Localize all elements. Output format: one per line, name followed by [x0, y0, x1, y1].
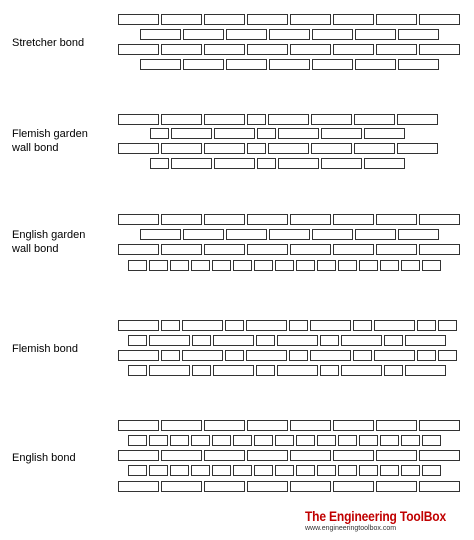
flemish-bond-stretcher-brick [247, 321, 287, 331]
stretcher-bond-stretcher-brick [205, 15, 245, 25]
flemish-garden-wall-stretcher-brick [279, 159, 319, 169]
flemish-garden-wall-stretcher-brick [119, 144, 159, 154]
stretcher-bond-stretcher-brick [270, 30, 310, 40]
flemish-bond-header-brick [290, 351, 308, 361]
flemish-bond-stretcher-brick [247, 351, 287, 361]
english-bond-stretcher-brick [248, 451, 288, 461]
stretcher-bond-stretcher-brick [291, 15, 331, 25]
english-garden-wall-header-brick [339, 261, 357, 271]
stretcher-bond-stretcher-brick [162, 15, 202, 25]
english-bond-header-brick [150, 466, 168, 476]
flemish-garden-wall-header-brick [248, 115, 266, 125]
bond-label-flemish: Flemish bond [12, 343, 79, 355]
flemish-garden-wall-stretcher-brick [172, 159, 212, 169]
english-bond-header-brick [339, 436, 357, 446]
english-garden-wall-header-brick [360, 261, 378, 271]
flemish-bond-stretcher-brick [375, 351, 415, 361]
english-garden-wall-stretcher-brick [248, 215, 288, 225]
english-garden-wall-header-brick [234, 261, 252, 271]
english-garden-wall-stretcher-brick [270, 230, 310, 240]
flemish-bond-header-brick [385, 336, 403, 346]
english-garden-wall-stretcher-brick [205, 215, 245, 225]
flemish-bond-stretcher-brick [150, 366, 190, 376]
english-bond-stretcher-brick [119, 451, 159, 461]
stretcher-bond-stretcher-brick [248, 45, 288, 55]
english-bond-header-brick [192, 436, 210, 446]
english-garden-wall-header-brick [318, 261, 336, 271]
flemish-bond-header-brick [418, 351, 436, 361]
stretcher-bond-stretcher-brick [313, 60, 353, 70]
english-bond-header-brick [234, 466, 252, 476]
english-bond-header-brick [213, 466, 231, 476]
bond-label-english: English bond [12, 452, 76, 464]
english-bond-header-brick [234, 436, 252, 446]
english-garden-wall-stretcher-brick [184, 230, 224, 240]
flemish-bond-stretcher-brick [183, 321, 223, 331]
english-bond-header-brick [129, 466, 147, 476]
flemish-garden-wall-stretcher-brick [205, 115, 245, 125]
flemish-garden-wall-stretcher-brick [355, 144, 395, 154]
brand-url: www.engineeringtoolbox.com [305, 525, 397, 532]
english-garden-wall-header-brick [423, 261, 441, 271]
english-bond-stretcher-brick [205, 421, 245, 431]
flemish-bond-stretcher-brick [150, 336, 190, 346]
flemish-garden-wall-header-brick [151, 159, 169, 169]
english-bond-stretcher-brick [291, 482, 331, 492]
flemish-bond-header-brick [321, 336, 339, 346]
flemish-garden-wall-stretcher-brick [269, 115, 309, 125]
english-bond-stretcher-brick [420, 482, 460, 492]
flemish-bond-header-brick [354, 321, 372, 331]
english-bond-stretcher-brick [377, 482, 417, 492]
stretcher-bond-stretcher-brick [291, 45, 331, 55]
flemish-bond-stretcher-brick [311, 321, 351, 331]
flemish-bond-stretcher-brick [342, 366, 382, 376]
english-garden-wall-stretcher-brick [119, 245, 159, 255]
flemish-garden-wall-stretcher-brick [119, 115, 159, 125]
flemish-bond-header-brick [226, 321, 244, 331]
stretcher-bond-stretcher-brick [420, 45, 460, 55]
english-garden-wall-stretcher-brick [119, 215, 159, 225]
flemish-bond-header-brick [290, 321, 308, 331]
english-garden-wall-header-brick [150, 261, 168, 271]
flemish-bond-stretcher-brick [311, 351, 351, 361]
stretcher-bond-stretcher-brick [184, 60, 224, 70]
bond-label-flemish-garden-wall: Flemish garden wall bond [12, 128, 88, 154]
flemish-garden-wall-header-brick [151, 129, 169, 139]
flemish-garden-wall-stretcher-brick [215, 159, 255, 169]
stretcher-bond-stretcher-brick [162, 45, 202, 55]
english-garden-wall-stretcher-brick [377, 215, 417, 225]
flemish-garden-wall-stretcher-brick [398, 115, 438, 125]
english-garden-wall-stretcher-brick [248, 245, 288, 255]
english-garden-wall-header-brick [171, 261, 189, 271]
flemish-bond-stretcher-brick [183, 351, 223, 361]
english-bond-stretcher-brick [162, 451, 202, 461]
english-bond-header-brick [276, 466, 294, 476]
english-bond-header-brick [192, 466, 210, 476]
flemish-bond-header-brick [162, 351, 180, 361]
english-garden-wall-stretcher-brick [334, 215, 374, 225]
flemish-bond-header-brick [129, 366, 147, 376]
english-bond-stretcher-brick [377, 421, 417, 431]
flemish-bond-header-brick [226, 351, 244, 361]
english-garden-wall-stretcher-brick [313, 230, 353, 240]
english-bond-header-brick [255, 466, 273, 476]
english-garden-wall-stretcher-brick [141, 230, 181, 240]
english-bond-header-brick [213, 436, 231, 446]
stretcher-bond-stretcher-brick [313, 30, 353, 40]
flemish-garden-wall-stretcher-brick [162, 144, 202, 154]
english-bond-stretcher-brick [119, 482, 159, 492]
stretcher-bond-stretcher-brick [227, 60, 267, 70]
flemish-bond-stretcher-brick [342, 336, 382, 346]
english-bond-header-brick [402, 466, 420, 476]
flemish-bond-header-brick [439, 321, 457, 331]
english-bond-header-brick [381, 466, 399, 476]
stretcher-bond-stretcher-brick [119, 15, 159, 25]
flemish-bond-header-brick [385, 366, 403, 376]
flemish-bond-header-brick [439, 351, 457, 361]
english-bond-header-brick [360, 466, 378, 476]
english-bond-header-brick [381, 436, 399, 446]
flemish-bond-stretcher-brick [278, 366, 318, 376]
flemish-garden-wall-header-brick [258, 129, 276, 139]
english-bond-stretcher-brick [291, 451, 331, 461]
brand-title: The Engineering ToolBox [305, 508, 446, 524]
english-garden-wall-stretcher-brick [291, 245, 331, 255]
flemish-bond-stretcher-brick [406, 366, 446, 376]
stretcher-bond-stretcher-brick [420, 15, 460, 25]
english-garden-wall-header-brick [192, 261, 210, 271]
brand-logo [305, 508, 465, 532]
flemish-bond-stretcher-brick [119, 351, 159, 361]
flemish-garden-wall-stretcher-brick [269, 144, 309, 154]
stretcher-bond-stretcher-brick [119, 45, 159, 55]
flemish-garden-wall-stretcher-brick [162, 115, 202, 125]
flemish-garden-wall-stretcher-brick [322, 129, 362, 139]
english-bond-stretcher-brick [291, 421, 331, 431]
flemish-bond-header-brick [162, 321, 180, 331]
english-bond-header-brick [360, 436, 378, 446]
flemish-garden-wall-stretcher-brick [398, 144, 438, 154]
english-garden-wall-header-brick [213, 261, 231, 271]
flemish-bond-header-brick [257, 366, 275, 376]
english-garden-wall-header-brick [129, 261, 147, 271]
english-bond-header-brick [318, 436, 336, 446]
flemish-bond-stretcher-brick [214, 366, 254, 376]
stretcher-bond-stretcher-brick [399, 30, 439, 40]
flemish-bond-header-brick [129, 336, 147, 346]
flemish-garden-wall-stretcher-brick [365, 159, 405, 169]
english-garden-wall-header-brick [297, 261, 315, 271]
stretcher-bond-stretcher-brick [356, 30, 396, 40]
english-bond-stretcher-brick [248, 421, 288, 431]
flemish-bond-header-brick [418, 321, 436, 331]
english-bond-header-brick [339, 466, 357, 476]
flemish-bond-stretcher-brick [406, 336, 446, 346]
english-bond-stretcher-brick [162, 482, 202, 492]
stretcher-bond-stretcher-brick [141, 60, 181, 70]
english-bond-header-brick [150, 436, 168, 446]
english-garden-wall-stretcher-brick [162, 245, 202, 255]
flemish-garden-wall-stretcher-brick [279, 129, 319, 139]
english-garden-wall-stretcher-brick [399, 230, 439, 240]
stretcher-bond-stretcher-brick [334, 15, 374, 25]
english-garden-wall-header-brick [276, 261, 294, 271]
english-garden-wall-stretcher-brick [356, 230, 396, 240]
english-garden-wall-header-brick [402, 261, 420, 271]
flemish-garden-wall-header-brick [248, 144, 266, 154]
flemish-garden-wall-stretcher-brick [172, 129, 212, 139]
english-bond-header-brick [423, 466, 441, 476]
english-bond-stretcher-brick [334, 482, 374, 492]
flemish-garden-wall-stretcher-brick [312, 144, 352, 154]
english-bond-header-brick [255, 436, 273, 446]
english-garden-wall-stretcher-brick [162, 215, 202, 225]
english-bond-header-brick [423, 436, 441, 446]
stretcher-bond-stretcher-brick [184, 30, 224, 40]
english-bond-stretcher-brick [248, 482, 288, 492]
english-bond-stretcher-brick [420, 421, 460, 431]
stretcher-bond-stretcher-brick [356, 60, 396, 70]
english-garden-wall-stretcher-brick [377, 245, 417, 255]
stretcher-bond-stretcher-brick [205, 45, 245, 55]
stretcher-bond-stretcher-brick [377, 15, 417, 25]
english-bond-header-brick [129, 436, 147, 446]
flemish-bond-header-brick [354, 351, 372, 361]
flemish-garden-wall-stretcher-brick [215, 129, 255, 139]
flemish-bond-header-brick [257, 336, 275, 346]
flemish-bond-header-brick [193, 366, 211, 376]
english-bond-header-brick [318, 466, 336, 476]
flemish-bond-stretcher-brick [278, 336, 318, 346]
english-garden-wall-header-brick [381, 261, 399, 271]
english-bond-header-brick [276, 436, 294, 446]
english-bond-header-brick [171, 466, 189, 476]
flemish-garden-wall-stretcher-brick [322, 159, 362, 169]
english-bond-stretcher-brick [205, 482, 245, 492]
english-garden-wall-stretcher-brick [334, 245, 374, 255]
english-garden-wall-stretcher-brick [420, 245, 460, 255]
stretcher-bond-stretcher-brick [399, 60, 439, 70]
english-bond-header-brick [171, 436, 189, 446]
english-bond-stretcher-brick [334, 421, 374, 431]
english-garden-wall-stretcher-brick [420, 215, 460, 225]
bond-label-stretcher: Stretcher bond [12, 37, 85, 49]
flemish-bond-stretcher-brick [119, 321, 159, 331]
stretcher-bond-stretcher-brick [227, 30, 267, 40]
flemish-garden-wall-stretcher-brick [205, 144, 245, 154]
english-bond-stretcher-brick [205, 451, 245, 461]
english-bond-header-brick [297, 436, 315, 446]
english-bond-header-brick [297, 466, 315, 476]
flemish-garden-wall-stretcher-brick [312, 115, 352, 125]
english-garden-wall-header-brick [255, 261, 273, 271]
english-bond-stretcher-brick [119, 421, 159, 431]
flemish-bond-header-brick [321, 366, 339, 376]
english-bond-stretcher-brick [334, 451, 374, 461]
stretcher-bond-stretcher-brick [270, 60, 310, 70]
english-bond-stretcher-brick [162, 421, 202, 431]
flemish-bond-stretcher-brick [214, 336, 254, 346]
flemish-garden-wall-stretcher-brick [365, 129, 405, 139]
flemish-bond-header-brick [193, 336, 211, 346]
english-garden-wall-stretcher-brick [227, 230, 267, 240]
english-garden-wall-stretcher-brick [291, 215, 331, 225]
english-bond-stretcher-brick [420, 451, 460, 461]
bond-label-english-garden-wall: English garden wall bond [12, 229, 86, 255]
stretcher-bond-stretcher-brick [334, 45, 374, 55]
stretcher-bond-stretcher-brick [141, 30, 181, 40]
flemish-garden-wall-stretcher-brick [355, 115, 395, 125]
english-bond-stretcher-brick [377, 451, 417, 461]
english-bond-header-brick [402, 436, 420, 446]
flemish-garden-wall-header-brick [258, 159, 276, 169]
stretcher-bond-stretcher-brick [248, 15, 288, 25]
stretcher-bond-stretcher-brick [377, 45, 417, 55]
flemish-bond-stretcher-brick [375, 321, 415, 331]
english-garden-wall-stretcher-brick [205, 245, 245, 255]
